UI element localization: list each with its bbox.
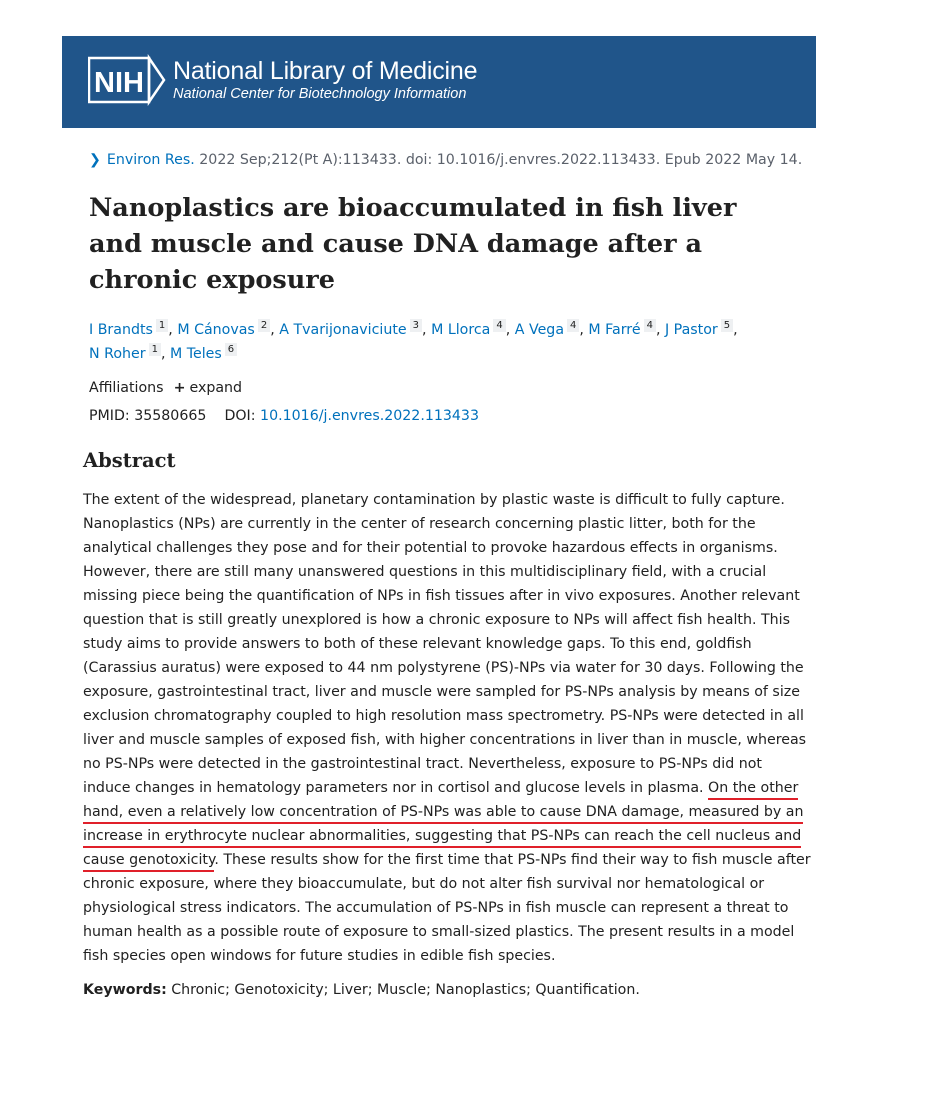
abstract-heading: Abstract <box>83 449 176 472</box>
doi-link[interactable]: 10.1016/j.envres.2022.113433 <box>260 408 479 424</box>
author-item: M Farré $^4$ , <box>588 320 665 338</box>
abstract-line <box>83 728 813 752</box>
doi-label: DOI: <box>224 408 256 424</box>
author-item: A Tvarijonaviciute $^3$ , <box>279 320 432 338</box>
highlighted-text: increase in erythrocyte nuclear abnormalities, suggesting that PS-NPs can reach the cell nucleus and <box>83 828 801 848</box>
author-link[interactable]: N Roher <box>89 346 146 362</box>
abstract-text-segment: no PS-NPs were detected in the gastrointestinal tract. Nevertheless, exposure to PS-NPs did not <box>83 756 762 772</box>
abstract-line <box>83 944 813 968</box>
abstract-line <box>83 824 813 848</box>
brand-subtitle: National Center for Biotechnology Information <box>173 86 467 102</box>
abstract-text <box>83 488 813 968</box>
author-item: M Cánovas $^2$ , <box>177 320 280 338</box>
abstract-text-segment: chronic exposure, where they bioaccumulate, but do not alter fish survival nor hematological or <box>83 876 765 892</box>
brand-title[interactable]: National Library of Medicine <box>173 57 478 85</box>
keywords-line <box>83 982 640 998</box>
author-item: N Roher $^1$ , <box>89 344 170 362</box>
abstract-line <box>83 584 813 608</box>
affiliation-ref[interactable]: 3 <box>410 319 422 332</box>
affiliation-ref[interactable]: 1 <box>156 319 168 332</box>
author-link[interactable]: M Farré <box>588 322 641 338</box>
abstract-text-segment: analytical challenges they pose and for their potential to provoke hazardous effects in organisms. <box>83 540 778 556</box>
abstract-text-segment: Nanoplastics (NPs) are currently in the center of research concerning plastic litter, both for the <box>83 516 756 532</box>
author-list <box>89 318 769 366</box>
abstract-line <box>83 488 813 512</box>
abstract-text-segment: exposure, gastrointestinal tract, liver and muscle were sampled for PS-NPs analysis by means of size <box>83 684 800 700</box>
affiliation-ref[interactable]: 4 <box>644 319 656 332</box>
affiliation-ref[interactable]: 6 <box>225 343 237 356</box>
abstract-line <box>83 800 813 824</box>
author-link[interactable]: M Llorca <box>431 322 491 338</box>
abstract-line <box>83 632 813 656</box>
affiliation-ref[interactable]: 4 <box>567 319 579 332</box>
abstract-text-segment: fish species open windows for future studies in edible fish species. <box>83 948 556 964</box>
abstract-line <box>83 656 813 680</box>
abstract-line <box>83 608 813 632</box>
abstract-text-segment: However, there are still many unanswered questions in this multidisciplinary field, with a crucial <box>83 564 767 580</box>
author-item: A Vega $^4$ , <box>514 320 589 338</box>
abstract-line <box>83 920 813 944</box>
abstract-text-segment: missing piece being the quantification of NPs in fish tissues after in vivo exposures. Another relevant <box>83 588 800 604</box>
author-link[interactable]: M Teles <box>169 346 222 362</box>
abstract-line <box>83 872 813 896</box>
pmid-value: 35580665 <box>134 408 207 424</box>
author-link[interactable]: M Cánovas <box>177 322 255 338</box>
highlighted-text: On the other <box>708 780 798 800</box>
abstract-line <box>83 512 813 536</box>
abstract-line <box>83 752 813 776</box>
abstract-line <box>83 776 813 800</box>
plus-icon[interactable]: + <box>173 380 186 396</box>
abstract-text-segment: study aims to provide answers to both of these relevant knowledge gaps. To this end, goldfish <box>83 636 752 652</box>
abstract-line <box>83 560 813 584</box>
affiliation-ref[interactable]: 4 <box>493 319 505 332</box>
author-link[interactable]: A Vega <box>514 322 565 338</box>
author-item <box>170 346 237 362</box>
affiliations-label: Affiliations <box>89 380 164 396</box>
author-item: J Pastor $^5$ , <box>664 320 738 338</box>
keywords-label: Keywords: <box>83 982 167 998</box>
abstract-line <box>83 896 813 920</box>
abstract-text-segment: question that is still greatly unexplored is how a chronic exposure to NPs will affect fish health. This <box>83 612 790 628</box>
abstract-text-segment: induce changes in hematology parameters nor in cortisol and glucose levels in plasma. <box>83 780 709 796</box>
abstract-line <box>83 848 813 872</box>
journal-link[interactable]: Environ Res. <box>106 152 195 168</box>
highlighted-text: hand, even a relatively low concentration of PS-NPs was able to cause DNA damage, measured by an <box>83 804 803 824</box>
affiliation-ref[interactable]: 5 <box>721 319 733 332</box>
nlm-header-banner <box>62 36 816 128</box>
nih-logo-text: NIH <box>94 67 144 99</box>
pmid-label: PMID: <box>89 408 130 424</box>
abstract-text-segment: exclusion chromatography coupled to high resolution mass spectrometry. PS-NPs were detected in all <box>83 708 804 724</box>
author-link[interactable]: J Pastor <box>664 322 718 338</box>
citation-details: 2022 Sep;212(Pt A):113433. doi: 10.1016/j.envres.2022.113433. Epub 2022 May 14. <box>199 152 803 168</box>
affiliation-ref[interactable]: 2 <box>258 319 270 332</box>
affiliation-ref[interactable]: 1 <box>149 343 161 356</box>
highlighted-text: cause genotoxicity <box>83 852 214 872</box>
abstract-text-segment: human health as a possible route of exposure to small-sized plastics. The present results in a model <box>83 924 795 940</box>
author-item: I Brandts $^1$ , <box>89 320 178 338</box>
affiliations-toggle[interactable] <box>89 380 242 396</box>
abstract-line <box>83 536 813 560</box>
abstract-text-segment: physiological stress indicators. The accumulation of PS-NPs in fish muscle can represent a threat to <box>83 900 789 916</box>
author-item: M Llorca $^4$ , <box>431 320 515 338</box>
author-link[interactable]: A Tvarijonaviciute <box>279 322 407 338</box>
abstract-line <box>83 704 813 728</box>
abstract-text-segment: . These results show for the first time that PS-NPs find their way to fish muscle after <box>214 852 811 868</box>
nih-logo[interactable] <box>88 54 168 106</box>
expand-label[interactable]: expand <box>189 380 243 396</box>
article-title: Nanoplastics are bioaccumulated in fish liver and muscle and cause DNA damage after a chronic exposure <box>89 193 737 295</box>
author-link[interactable]: I Brandts <box>89 322 153 338</box>
abstract-text-segment: liver and muscle samples of exposed fish, with higher concentrations in liver than in muscle, whereas <box>83 732 807 748</box>
abstract-text-segment: The extent of the widespread, planetary contamination by plastic waste is difficult to fully capture. <box>83 492 785 508</box>
chevron-right-icon[interactable]: ❯ <box>89 152 101 168</box>
article-identifiers <box>89 408 479 424</box>
abstract-line <box>83 680 813 704</box>
abstract-text-segment: (Carassius auratus) were exposed to 44 nm polystyrene (PS)-NPs via water for 30 days. Following the <box>83 660 804 676</box>
keywords-text: Chronic; Genotoxicity; Liver; Muscle; Nanoplastics; Quantification. <box>166 982 640 998</box>
citation-line <box>89 152 802 168</box>
